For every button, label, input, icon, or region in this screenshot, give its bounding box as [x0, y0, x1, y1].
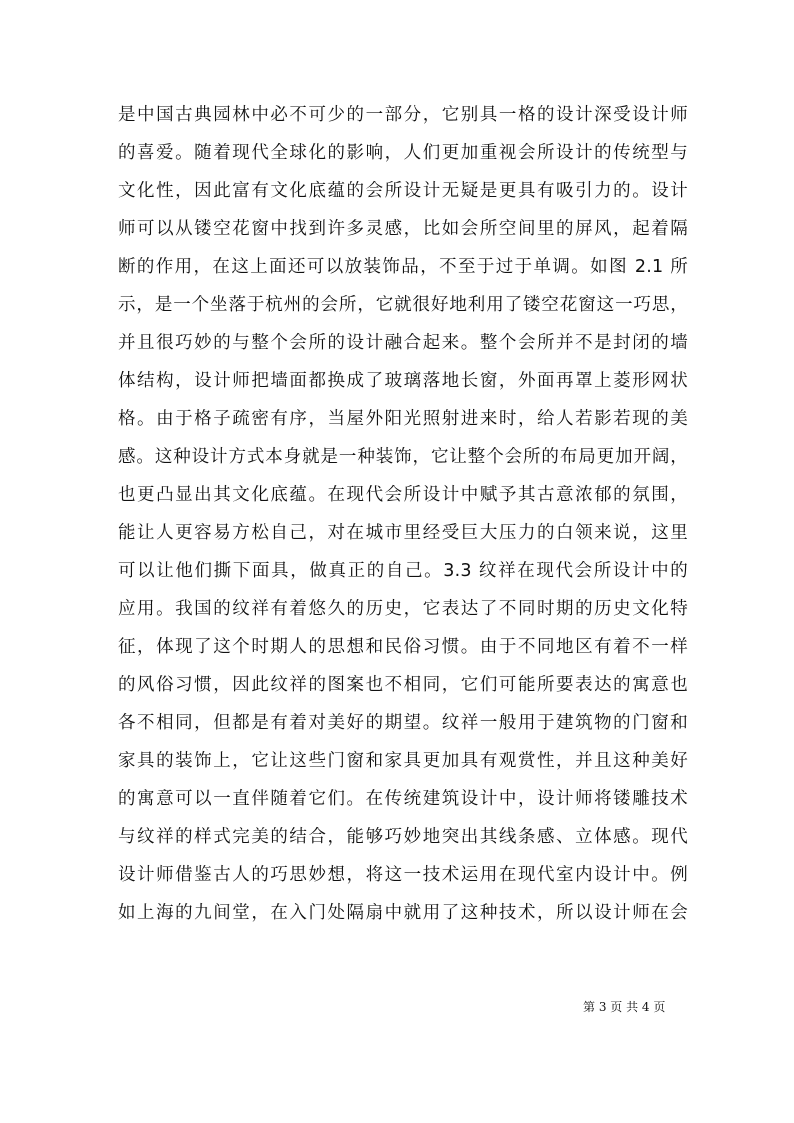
text-line: 体结构，设计师把墙面都换成了玻璃落地长窗，外面再罩上菱形网状	[118, 371, 688, 391]
text-line: 各不相同，但都是有着对美好的期望。纹祥一般用于建筑物的门窗和	[118, 713, 688, 733]
text-line: 的寓意可以一直伴随着它们。在传统建筑设计中，设计师将镂雕技术	[118, 789, 688, 809]
text-line: 感。这种设计方式本身就是一种装饰，它让整个会所的布局更加开阔，	[118, 447, 688, 467]
text-line: 也更凸显出其文化底蕴。在现代会所设计中赋予其古意浓郁的氛围，	[118, 485, 688, 505]
text-line: 并且很巧妙的与整个会所的设计融合起来。整个会所并不是封闭的墙	[118, 333, 688, 353]
text-line: 与纹祥的样式完美的结合，能够巧妙地突出其线条感、立体感。现代	[118, 827, 688, 847]
text-line: 示，是一个坐落于杭州的会所，它就很好地利用了镂空花窗这一巧思，	[118, 295, 688, 315]
page-number: 第 3 页 共 4 页	[583, 1000, 666, 1014]
text-line: 断的作用，在这上面还可以放装饰品，不至于过于单调。如图 2.1 所	[118, 257, 688, 277]
text-line: 格。由于格子疏密有序，当屋外阳光照射进来时，给人若影若现的美	[118, 409, 688, 429]
text-line: 家具的装饰上，它让这些门窗和家具更加具有观赏性，并且这种美好	[118, 751, 688, 771]
body-text	[118, 96, 688, 932]
text-line: 是中国古典园林中必不可少的一部分，它别具一格的设计深受设计师	[118, 105, 688, 125]
text-line: 征，体现了这个时期人的思想和民俗习惯。由于不同地区有着不一样	[118, 637, 688, 657]
text-line: 可以让他们撕下面具，做真正的自己。3.3 纹祥在现代会所设计中的	[118, 561, 688, 581]
text-line: 的喜爱。随着现代全球化的影响，人们更加重视会所设计的传统型与	[118, 143, 688, 163]
text-line: 文化性，因此富有文化底蕴的会所设计无疑是更具有吸引力的。设计	[118, 181, 688, 201]
text-line: 应用。我国的纹祥有着悠久的历史，它表达了不同时期的历史文化特	[118, 599, 688, 619]
text-line: 设计师借鉴古人的巧思妙想，将这一技术运用在现代室内设计中。例	[118, 865, 688, 885]
text-line: 的风俗习惯，因此纹祥的图案也不相同，它们可能所要表达的寓意也	[118, 675, 688, 695]
text-line: 如上海的九间堂，在入门处隔扇中就用了这种技术，所以设计师在会	[118, 903, 688, 923]
text-line: 能让人更容易方松自己，对在城市里经受巨大压力的白领来说，这里	[118, 523, 688, 543]
text-line: 师可以从镂空花窗中找到许多灵感，比如会所空间里的屏风，起着隔	[118, 219, 688, 239]
